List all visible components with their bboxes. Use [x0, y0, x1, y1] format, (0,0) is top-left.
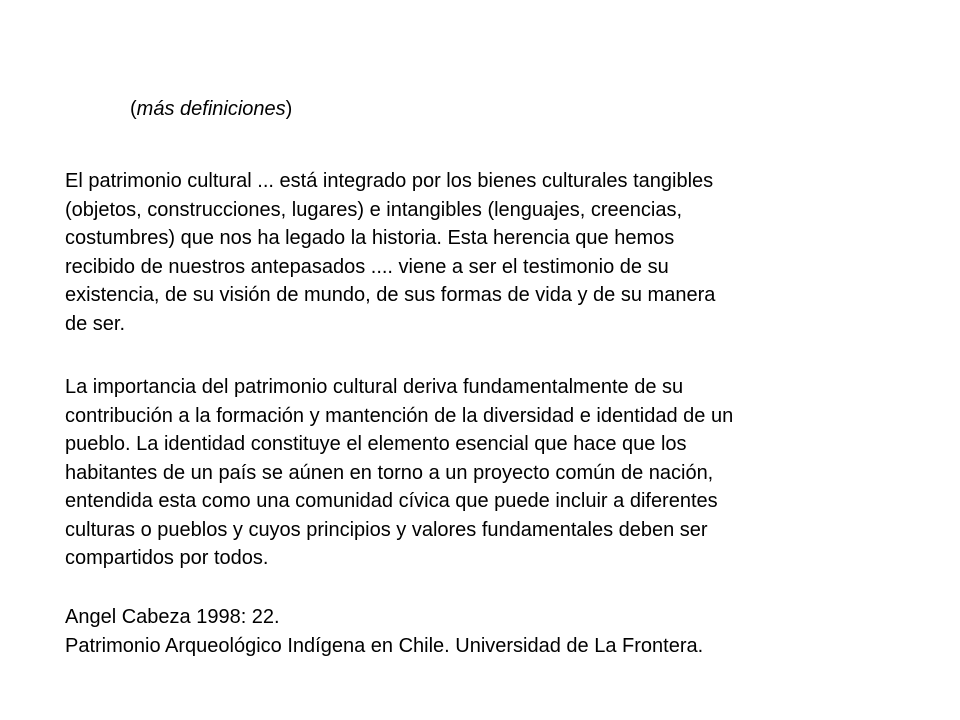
citation	[65, 603, 703, 660]
subtitle	[130, 95, 292, 123]
paragraph-definition	[65, 167, 885, 338]
citation-author: Angel Cabeza 1998: 22.	[65, 606, 280, 628]
paragraph-line: costumbres) que nos ha legado la historia. Esta herencia que hemos	[65, 227, 675, 249]
paragraph-line: (objetos, construcciones, lugares) e intangibles (lenguajes, creencias,	[65, 198, 683, 221]
paragraph-line: habitantes de un país se aúnen en torno a un proyecto común de nación,	[65, 461, 714, 484]
paragraph-line: entendida esta como una comunidad cívica que puede incluir a diferentes	[65, 490, 718, 512]
subtitle-open-paren: (	[130, 98, 137, 120]
paragraph-line: El patrimonio cultural ... está integrado por los bienes culturales tangibles	[65, 170, 714, 192]
paragraph-line: de ser.	[65, 312, 126, 335]
citation-source: Patrimonio Arqueológico Indígena en Chile. Universidad de La Frontera.	[65, 634, 704, 657]
paragraph-line: contribución a la formación y mantención de la diversidad e identidad de un	[65, 404, 734, 427]
subtitle-close-paren: )	[285, 98, 293, 120]
paragraph-line: compartidos por todos.	[65, 547, 269, 569]
paragraph-line: pueblo. La identidad constituye el elemento esencial que hace que los	[65, 433, 687, 455]
paragraph-line: existencia, de su visión de mundo, de sus formas de vida y de su manera	[65, 284, 716, 306]
paragraph-line: culturas o pueblos y cuyos principios y valores fundamentales deben ser	[65, 518, 708, 541]
paragraph-line: recibido de nuestros antepasados .... viene a ser el testimonio de su	[65, 255, 669, 278]
paragraph-importance	[65, 373, 885, 573]
subtitle-text: más definiciones	[136, 98, 286, 120]
paragraph-line: La importancia del patrimonio cultural deriva fundamentalmente de su	[65, 376, 684, 398]
